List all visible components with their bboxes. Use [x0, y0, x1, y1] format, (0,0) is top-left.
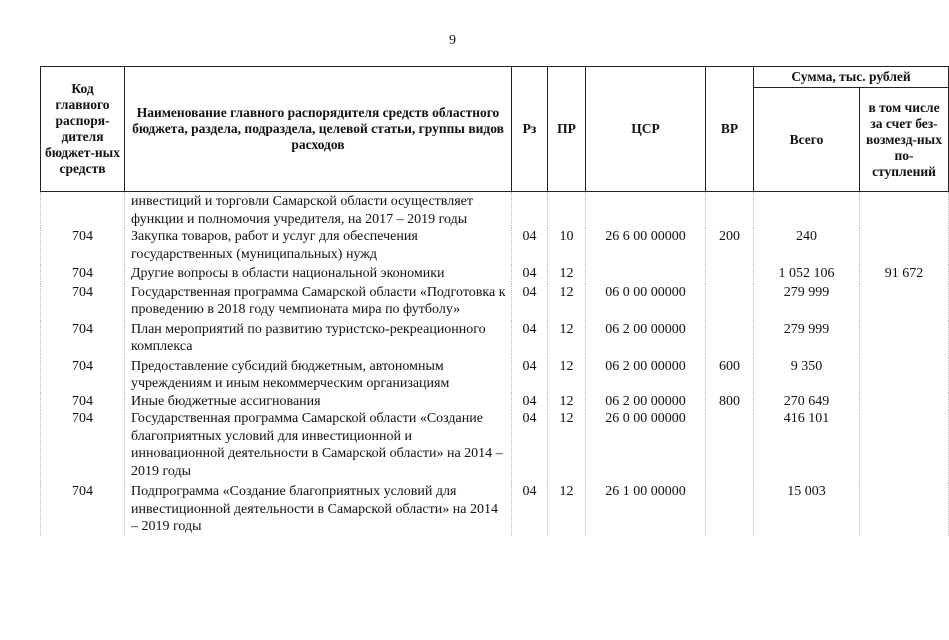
cell-total: 15 003: [754, 483, 860, 536]
cell-free: [860, 358, 949, 393]
header-vr: ВР: [706, 67, 754, 192]
table-row: [41, 358, 949, 393]
header-total: Всего: [754, 88, 860, 192]
header-csr: ЦСР: [586, 67, 706, 192]
cell-free: [860, 483, 949, 536]
cell-rz: 04: [512, 265, 548, 284]
table-row: [41, 265, 949, 284]
cell-name: Подпрограмма «Создание благоприятных условий для инвестиционной деятельности в Самарской области» на 2014 – 2019 годы: [125, 483, 512, 536]
cell-rz: 04: [512, 393, 548, 411]
cell-total: 270 649: [754, 393, 860, 411]
cell-code: 704: [41, 321, 125, 358]
cell-pr: 12: [548, 483, 586, 536]
header-free: в том числе за счет без-возмезд-ных по-ступлений: [860, 88, 949, 192]
cell-total: 240: [754, 228, 860, 265]
cell-rz: 04: [512, 321, 548, 358]
table-row: [41, 393, 949, 411]
cell-free: [860, 321, 949, 358]
cell-rz: [512, 192, 548, 229]
cell-vr: [706, 410, 754, 483]
header-code: Код главного распоря-дителя бюджет-ных средств: [41, 67, 125, 192]
cell-vr: [706, 265, 754, 284]
table-header: [41, 67, 949, 192]
cell-free: [860, 393, 949, 411]
cell-vr: [706, 321, 754, 358]
cell-code: [41, 192, 125, 229]
cell-name: Закупка товаров, работ и услуг для обеспечения государственных (муниципальных) нужд: [125, 228, 512, 265]
cell-rz: 04: [512, 410, 548, 483]
cell-code: 704: [41, 284, 125, 321]
header-sum-group: Сумма, тыс. рублей: [754, 67, 949, 88]
table-row: [41, 228, 949, 265]
cell-code: 704: [41, 265, 125, 284]
cell-vr: 200: [706, 228, 754, 265]
table-row: [41, 410, 949, 483]
cell-name: Государственная программа Самарской области «Создание благоприятных условий для инвестиционной и инновационной деятельности в Самарской области» на 2014 – 2019 годы: [125, 410, 512, 483]
cell-csr: 26 6 00 00000: [586, 228, 706, 265]
cell-name: План мероприятий по развитию туристско-рекреационного комплекса: [125, 321, 512, 358]
cell-csr: [586, 192, 706, 229]
budget-table: [40, 66, 942, 536]
cell-csr: 06 2 00 00000: [586, 393, 706, 411]
table-body: [41, 192, 949, 536]
cell-vr: [706, 284, 754, 321]
cell-name: Государственная программа Самарской области «Подготовка к проведению в 2018 году чемпионата мира по футболу»: [125, 284, 512, 321]
cell-free: [860, 228, 949, 265]
cell-rz: 04: [512, 284, 548, 321]
cell-name: инвестиций и торговли Самарской области осуществляет функции и полномочия учредителя, на 2017 – 2019 годы: [125, 192, 512, 229]
cell-total: 9 350: [754, 358, 860, 393]
cell-pr: 12: [548, 410, 586, 483]
cell-free: 91 672: [860, 265, 949, 284]
cell-vr: 800: [706, 393, 754, 411]
cell-csr: 26 0 00 00000: [586, 410, 706, 483]
cell-name: Другие вопросы в области национальной экономики: [125, 265, 512, 284]
table-row: [41, 284, 949, 321]
cell-code: 704: [41, 228, 125, 265]
header-name: Наименование главного распорядителя средств областного бюджета, раздела, подраздела, целевой статьи, группы видов расходов: [125, 67, 512, 192]
cell-rz: 04: [512, 358, 548, 393]
cell-pr: 12: [548, 393, 586, 411]
cell-total: [754, 192, 860, 229]
cell-name: Предоставление субсидий бюджетным, автономным учреждениям и иным некоммерческим организациям: [125, 358, 512, 393]
cell-vr: [706, 192, 754, 229]
cell-total: 279 999: [754, 321, 860, 358]
cell-total: 416 101: [754, 410, 860, 483]
cell-total: 279 999: [754, 284, 860, 321]
cell-code: 704: [41, 483, 125, 536]
cell-name: Иные бюджетные ассигнования: [125, 393, 512, 411]
cell-csr: 06 2 00 00000: [586, 358, 706, 393]
table-row: [41, 192, 949, 229]
budget-table-grid: [40, 66, 949, 536]
cell-rz: 04: [512, 228, 548, 265]
cell-code: 704: [41, 358, 125, 393]
cell-csr: 06 2 00 00000: [586, 321, 706, 358]
cell-pr: 12: [548, 358, 586, 393]
page-number: 9: [449, 33, 456, 48]
header-rz: Рз: [512, 67, 548, 192]
cell-csr: [586, 265, 706, 284]
header-pr: ПР: [548, 67, 586, 192]
cell-vr: 600: [706, 358, 754, 393]
cell-csr: 26 1 00 00000: [586, 483, 706, 536]
cell-pr: [548, 192, 586, 229]
cell-vr: [706, 483, 754, 536]
cell-rz: 04: [512, 483, 548, 536]
cell-free: [860, 410, 949, 483]
cell-pr: 12: [548, 321, 586, 358]
table-row: [41, 483, 949, 536]
cell-pr: 12: [548, 284, 586, 321]
cell-code: 704: [41, 393, 125, 411]
cell-free: [860, 284, 949, 321]
cell-pr: 10: [548, 228, 586, 265]
cell-pr: 12: [548, 265, 586, 284]
table-row: [41, 321, 949, 358]
cell-code: 704: [41, 410, 125, 483]
cell-free: [860, 192, 949, 229]
cell-total: 1 052 106: [754, 265, 860, 284]
cell-csr: 06 0 00 00000: [586, 284, 706, 321]
